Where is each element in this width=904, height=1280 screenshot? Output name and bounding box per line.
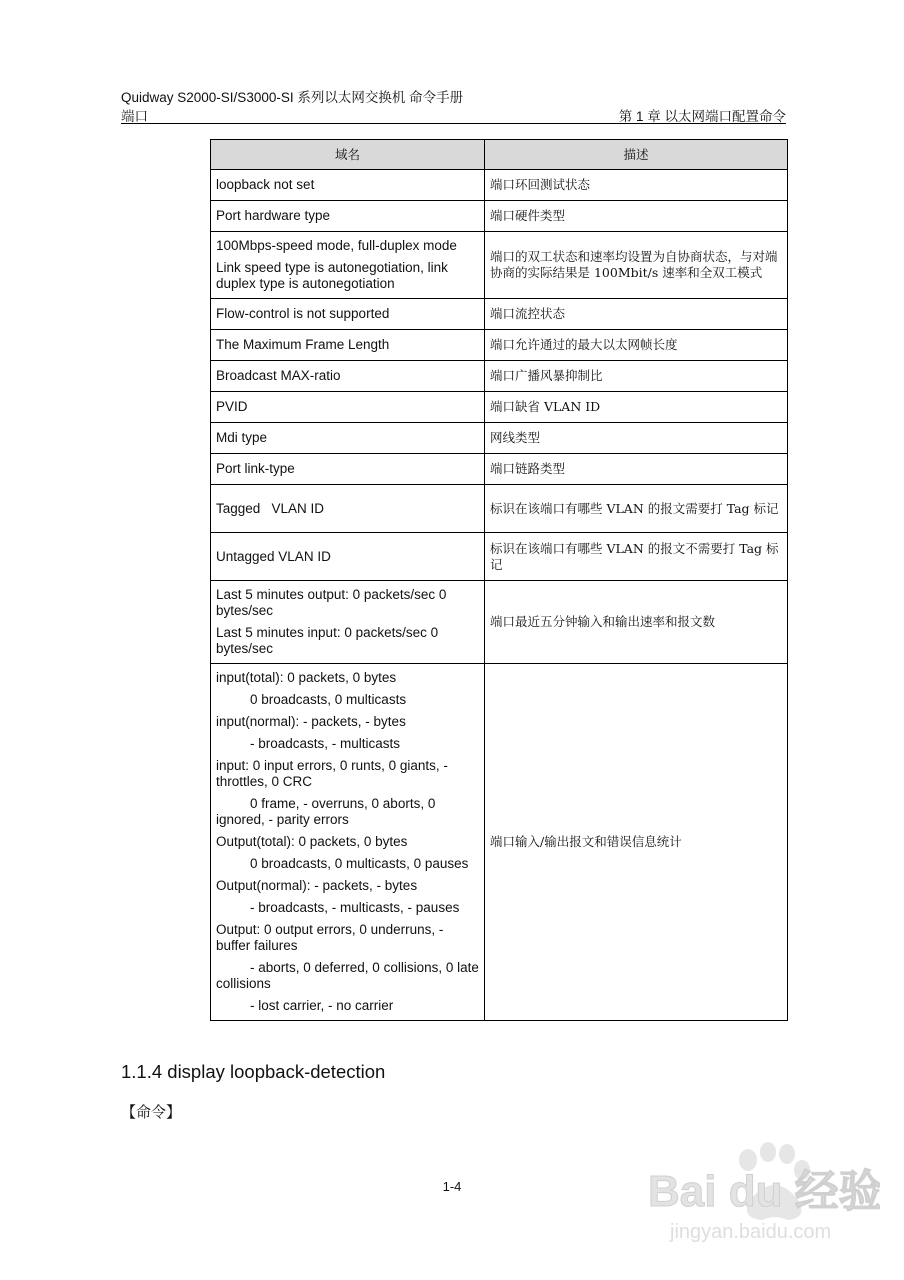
watermark-url: jingyan.baidu.com [670,1221,832,1243]
table-row [211,201,788,232]
field-description: 端口广播风暴抑制比 [485,361,788,392]
field-description: 端口硬件类型 [485,201,788,232]
table-row [211,664,788,1021]
watermark-brand: Bai du 经验 [648,1167,880,1216]
header-book-title: Quidway S2000-SI/S3000-SI 系列以太网交换机 命令手册 [121,90,464,105]
field-description: 标识在该端口有哪些 VLAN 的报文需要打 Tag 标记 [485,485,788,533]
page-number: 1-4 [442,1179,462,1194]
section-heading: 1.1.4 display loopback-detection [121,1061,386,1082]
field-description-table [210,139,788,1021]
field-description: 端口的双工状态和速率均设置为自协商状态，与对端协商的实际结果是 100Mbit/s 速率和全双工模式 [485,232,788,299]
table-row [211,454,788,485]
field-description: 端口流控状态 [485,299,788,330]
field-name: input(total): 0 packets, 0 bytes 0 broadcasts, 0 multicasts input(normal): - packets, - bytes - broadcasts, - multicasts input: 0 input errors, 0 runts, 0 giants, - throttles, 0 CRC 0 frame, - overruns, 0 aborts, 0 ignored, - parity errors Output(total): 0 packets, 0 bytes 0 broadcasts, 0 multicasts, 0 pauses Output(normal): - packets, - bytes - broadcasts, - multicasts, - pauses Output: 0 output errors, 0 underruns, - buffer failures - aborts, 0 deferred, 0 collisions, 0 late collisions - lost carrier, - no carrier [211,664,485,1021]
baidu-paw-icon [640,1140,880,1250]
table-row [211,581,788,664]
table-row [211,330,788,361]
field-description: 端口最近五分钟输入和输出速率和报文数 [485,581,788,664]
field-name: Port hardware type [211,201,485,232]
field-description: 端口环回测试状态 [485,170,788,201]
column-header-field: 域名 [211,140,485,170]
table-row [211,170,788,201]
table-row [211,485,788,533]
field-name: Last 5 minutes output: 0 packets/sec 0 bytes/sec Last 5 minutes input: 0 packets/sec 0 bytes/sec [211,581,485,664]
field-description: 标识在该端口有哪些 VLAN 的报文不需要打 Tag 标记 [485,533,788,581]
header-rule [121,123,786,124]
table-row [211,423,788,454]
field-name: loopback not set [211,170,485,201]
field-description: 端口允许通过的最大以太网帧长度 [485,330,788,361]
table-header-row [211,140,788,170]
field-name: PVID [211,392,485,423]
header-chapter: 第 1 章 以太网端口配置命令 [618,109,786,124]
field-name: The Maximum Frame Length [211,330,485,361]
header-section: 端口 [121,109,148,124]
field-name: Broadcast MAX-ratio [211,361,485,392]
field-description: 端口输入/输出报文和错误信息统计 [485,664,788,1021]
baidu-watermark [640,1140,880,1250]
table-row [211,232,788,299]
table-row [211,533,788,581]
table-row [211,299,788,330]
field-name: 100Mbps-speed mode, full-duplex mode Link speed type is autonegotiation, link duplex type is autonegotiation [211,232,485,299]
field-name: Mdi type [211,423,485,454]
field-name: Port link-type [211,454,485,485]
field-description: 端口链路类型 [485,454,788,485]
table-row [211,361,788,392]
column-header-description: 描述 [485,140,788,170]
field-description: 网线类型 [485,423,788,454]
field-name: Untagged VLAN ID [211,533,485,581]
field-name: Flow-control is not supported [211,299,485,330]
field-description: 端口缺省 VLAN ID [485,392,788,423]
command-label: 【命令】 [121,1103,182,1121]
table-row [211,392,788,423]
field-name: Tagged VLAN ID [211,485,485,533]
